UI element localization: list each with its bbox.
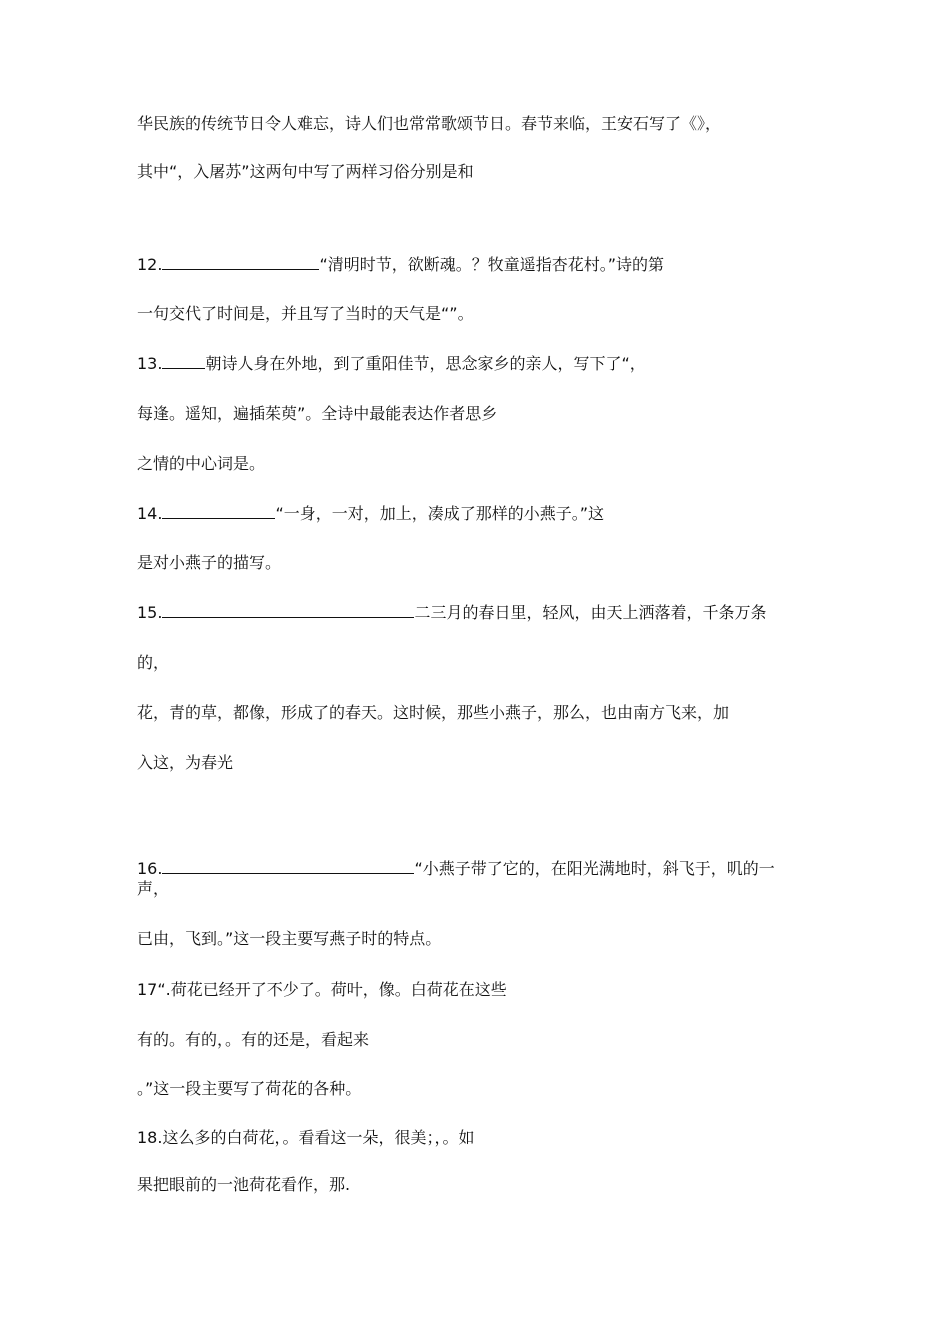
text-line bbox=[137, 1030, 369, 1050]
line-text: 有的。有的，。有的还是，看起来 bbox=[137, 1030, 370, 1049]
line-text: 的， bbox=[137, 653, 170, 672]
line-text: 花，青的草，都像，形成了的春天。这时候，那些小燕子，那么，也由南方飞来，加 bbox=[137, 703, 730, 722]
text-line bbox=[137, 929, 441, 949]
answer-blank[interactable] bbox=[162, 354, 205, 369]
line-text: 其中“，入屠苏”这两句中写了两样习俗分别是和 bbox=[137, 162, 474, 181]
text-line bbox=[137, 703, 729, 723]
line-text: 华民族的传统节日令人难忘，诗人们也常常歌颂节日。春节来临，王安石写了《》， bbox=[137, 114, 722, 133]
question-number: 15. bbox=[137, 603, 163, 622]
question-12 bbox=[137, 255, 664, 275]
question-13 bbox=[137, 354, 646, 374]
question-15 bbox=[137, 603, 766, 623]
line-text: 一句交代了时间是，并且写了当时的天气是“”。 bbox=[137, 304, 474, 323]
answer-blank[interactable] bbox=[162, 504, 275, 519]
question-14 bbox=[137, 504, 604, 524]
line-text: 。”这一段主要写了荷花的各种。 bbox=[137, 1079, 362, 1098]
question-number: 14. bbox=[137, 504, 163, 523]
question-18 bbox=[137, 1128, 474, 1148]
line-text: 朝诗人身在外地，到了重阳佳节，思念家乡的亲人，写下了“， bbox=[205, 354, 646, 373]
text-line bbox=[137, 1175, 350, 1195]
line-text: 二三月的春日里，轻风，由天上洒落着，千条万条 bbox=[414, 603, 767, 622]
question-16 bbox=[137, 859, 775, 879]
line-text: 是对小燕子的描写。 bbox=[137, 553, 282, 572]
line-text: “一身，一对，加上，凑成了那样的小燕子。”这 bbox=[275, 504, 605, 523]
text-line bbox=[137, 653, 169, 673]
line-text: 入这，为春光 bbox=[137, 753, 234, 772]
answer-blank[interactable] bbox=[162, 859, 414, 874]
question-17 bbox=[137, 980, 507, 1000]
line-text: 之情的中心词是。 bbox=[137, 454, 266, 473]
line-text: 每逢。遥知，遍插茱萸”。全诗中最能表达作者思乡 bbox=[137, 404, 498, 423]
line-text: 17“.荷花已经开了不少了。荷叶，像。白荷花在这些 bbox=[137, 980, 507, 999]
answer-blank[interactable] bbox=[162, 603, 414, 618]
text-line bbox=[137, 304, 474, 324]
line-text: “清明时节，欲断魂。？牧童遥指杏花村。”诗的第 bbox=[319, 255, 665, 274]
line-text: 声， bbox=[137, 879, 170, 898]
text-line bbox=[137, 753, 233, 773]
line-text: “小燕子带了它的，在阳光满地时，斜飞于，叽的一 bbox=[414, 859, 775, 878]
question-number: 13. bbox=[137, 354, 163, 373]
text-line bbox=[137, 553, 281, 573]
text-line bbox=[137, 162, 474, 182]
line-text: 18.这么多的白荷花，。看看这一朵，很美；，。如 bbox=[137, 1128, 475, 1147]
text-line bbox=[137, 454, 265, 474]
text-line bbox=[137, 879, 169, 899]
line-text: 果把眼前的一池荷花看作，那. bbox=[137, 1175, 351, 1194]
question-number: 16. bbox=[137, 859, 163, 878]
text-line bbox=[137, 1079, 361, 1099]
question-number: 12. bbox=[137, 255, 163, 274]
text-line bbox=[137, 404, 497, 424]
text-line bbox=[137, 114, 721, 134]
line-text: 已由，飞到。”这一段主要写燕子时的特点。 bbox=[137, 929, 442, 948]
answer-blank[interactable] bbox=[162, 255, 319, 270]
